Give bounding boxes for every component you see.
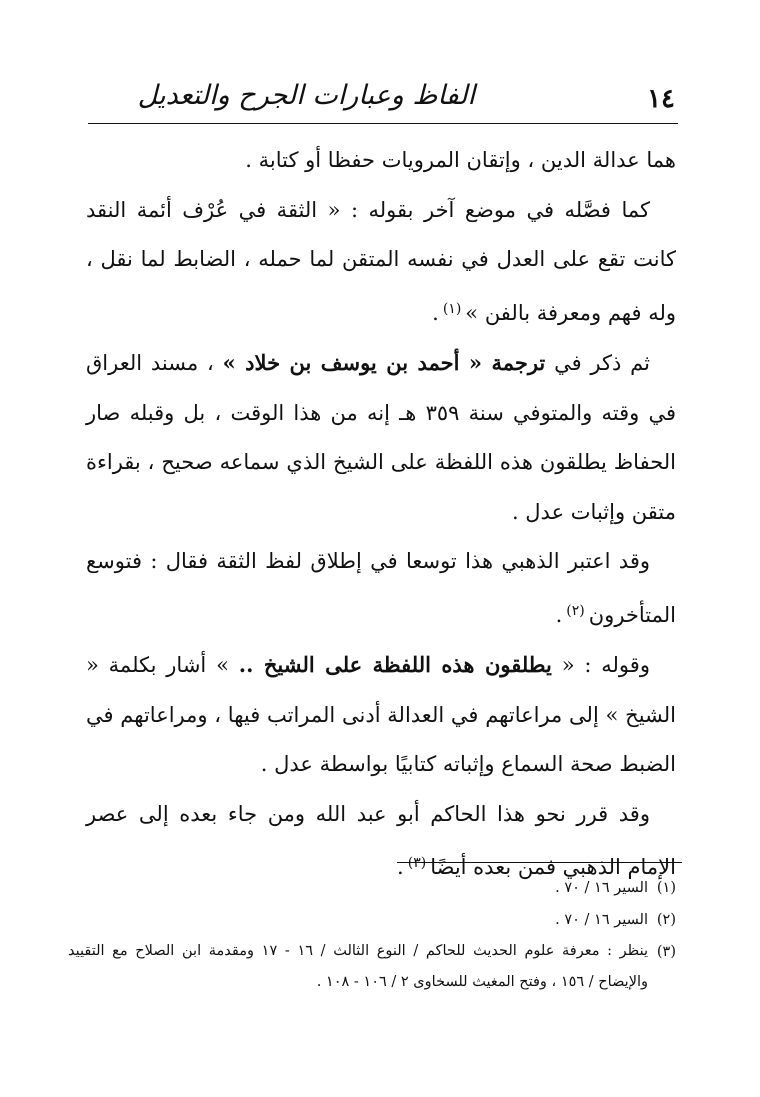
footnote-ref-1[interactable]: (١) <box>442 300 462 317</box>
footnote-2 <box>68 904 676 936</box>
footnote-number: (٢) <box>656 912 676 928</box>
footnote-ref-3[interactable]: (٣) <box>407 855 427 871</box>
bold-quote: يطلقون هذه اللفظة على الشيخ .. <box>238 652 552 677</box>
paragraph-3: ثم ذكر في ترجمة « أحمد بن يوسف بن خلاد » ، مسند العراق في وقته والمتوفي سنة ٣٥٩ هـ إنه من هذا الوقت ، بل وقبله صار الحفاظ يطلقون هذه اللفظة على الشيخ الذي سماعه صحيح ، بقراءة متقن وإثبات عدل . <box>86 350 677 524</box>
paragraph-4: وقد اعتبر الذهبي هذا توسعا في إطلاق لفظ الثقة فقال : فتوسع المتأخرون$^{(٢)}$. <box>86 549 676 627</box>
footnote-text: ينظر : معرفة علوم الحديث للحاكم / النوع الثالث / ١٦ - ١٧ ومقدمة ابن الصلاح مع التقييد والإيضاح / ١٥٦ ، وفتح المغيث للسخاوى ٢ / ١٠٦ - ١٠٨ . <box>68 943 648 990</box>
footnote-rule <box>397 862 682 863</box>
footnote-3 <box>68 936 676 998</box>
bold-term: ترجمة « أحمد بن يوسف بن خلاد » <box>222 350 546 375</box>
footnote-number: (١) <box>656 880 676 896</box>
page-number: ١٤ <box>647 84 675 114</box>
paragraph-6: وقد قرر نحو هذا الحاكم أبو عبد الله ومن جاء بعده إلى عصر الإمام الذهبي فمن بعده أيضًا$^{(٣)}$. <box>86 801 676 879</box>
footnotes <box>68 872 676 998</box>
paragraph-1: هما عدالة الدين ، وإتقان المرويات حفظا أو كتابة . <box>245 148 676 172</box>
header-rule <box>88 123 678 124</box>
footnote-text: السير ١٦ / ٧٠ . <box>555 912 648 928</box>
running-header <box>90 78 675 124</box>
body-text <box>86 136 676 893</box>
footnote-number: (٣) <box>656 944 676 960</box>
footnote-1 <box>68 872 676 904</box>
footnote-text: السير ١٦ / ٧٠ . <box>555 880 648 896</box>
footnote-ref-2[interactable]: (٢) <box>566 602 585 619</box>
paragraph-5: وقوله : « يطلقون هذه اللفظة على الشيخ .. » أشار بكلمة « الشيخ » إلى مراعاتهم في العدالة أدنى المراتب فيها ، ومراعاتهم في الضبط صحة السماع وإثباته كتابيًا بواسطة عدل . <box>86 652 676 776</box>
header-title: الفاظ وعبارات الجرح والتعديل <box>137 80 475 111</box>
paragraph-2: كما فصَّله في موضع آخر بقوله : « الثقة في عُرْف أئمة النقد كانت تقع على العدل في نفسه المتقن لما حمله ، الضابط لما نقل ، وله فهم ومعرفة بالفن »$^{(١)}$. <box>86 197 676 325</box>
